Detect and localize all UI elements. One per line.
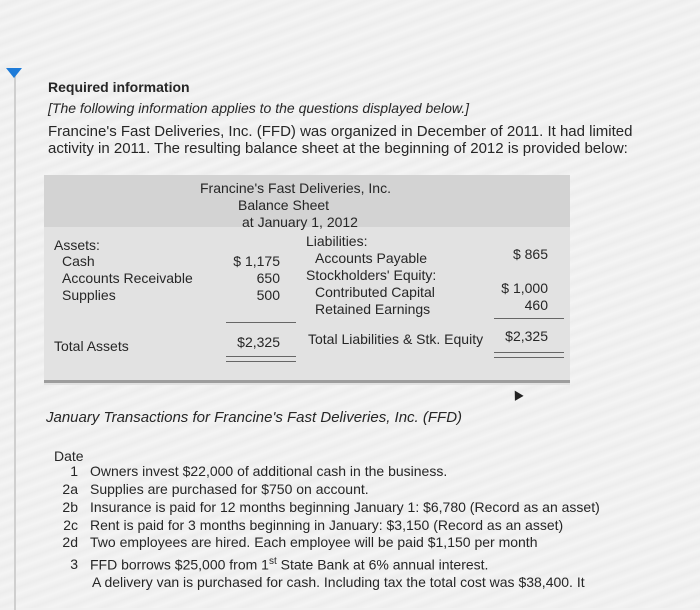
total-assets-double-rule — [226, 356, 296, 362]
total-equity-double-rule — [494, 352, 564, 358]
intro-line-2: activity in 2011. The resulting balance sheet at the beginning of 2012 is provided below: — [48, 140, 628, 157]
assets-heading: Assets: — [54, 237, 100, 253]
intro-line-1: Francine's Fast Deliveries, Inc. (FFD) was organized in December of 2011. It had limited — [48, 123, 633, 140]
section-divider — [44, 380, 570, 383]
total-assets-label: Total Assets — [54, 338, 129, 354]
statement-date: at January 1, 2012 — [242, 214, 358, 230]
contributed-capital-value: $ 1,000 — [501, 280, 548, 296]
date-heading: Date — [54, 448, 84, 464]
total-assets-value: $2,325 — [237, 334, 280, 350]
transaction-text: FFD borrows $25,000 from 1st State Bank at 6% annual interest. — [90, 556, 489, 573]
transaction-text: Insurance is paid for 12 months beginning January 1: $6,780 (Record as an asset) — [90, 499, 600, 515]
transactions-title: January Transactions for Francine's Fast Deliveries, Inc. (FFD) — [46, 409, 463, 426]
asset-label-cash: Cash — [62, 253, 95, 269]
transaction-id: 2c — [63, 517, 78, 533]
transaction-partial-line: A delivery van is purchased for cash. Including tax the total cost was $38,400. It — [92, 574, 585, 590]
transaction-id: 2b — [62, 499, 78, 515]
contributed-capital-label: Contributed Capital — [315, 284, 435, 300]
retained-earnings-label: Retained Earnings — [315, 301, 431, 317]
accounts-payable-value: $ 865 — [512, 246, 548, 262]
transaction-id: 2d — [62, 534, 78, 550]
transaction-id: 3 — [70, 556, 78, 572]
total-liab-equity-label: Total Liabilities & Stk. Equity — [308, 331, 484, 347]
assets-subtotal-rule — [226, 322, 296, 323]
company-name: Francine's Fast Deliveries, Inc. — [200, 180, 391, 196]
transaction-id: 2a — [62, 481, 78, 497]
retained-earnings-value: 460 — [524, 297, 548, 313]
asset-label-receivable: Accounts Receivable — [62, 270, 193, 286]
transaction-text: Owners invest $22,000 of additional cash in the business. — [90, 463, 448, 479]
asset-label-supplies: Supplies — [62, 287, 116, 303]
total-liab-equity-value: $2,325 — [505, 328, 548, 344]
equity-heading: Stockholders' Equity: — [306, 267, 437, 283]
transaction-id: 1 — [70, 463, 78, 479]
transaction-text: Supplies are purchased for $750 on account. — [90, 481, 369, 497]
accounts-payable-label: Accounts Payable — [315, 250, 428, 266]
asset-value-cash: $ 1,175 — [233, 253, 280, 269]
asset-value-supplies: 500 — [256, 287, 280, 303]
transaction-text: Rent is paid for 3 months beginning in January: $3,150 (Record as an asset) — [90, 517, 564, 533]
collapse-caret-icon[interactable] — [6, 68, 22, 78]
transaction-text: Two employees are hired. Each employee will be paid $1,150 per month — [90, 534, 538, 550]
left-margin-rule — [14, 70, 16, 610]
info-note: [The following information applies to the questions displayed below.] — [48, 100, 470, 116]
statement-name: Balance Sheet — [238, 197, 330, 213]
equity-subtotal-rule — [494, 318, 564, 319]
required-info-title: Required information — [48, 79, 190, 95]
liabilities-heading: Liabilities: — [306, 233, 368, 249]
asset-value-receivable: 650 — [256, 270, 280, 286]
